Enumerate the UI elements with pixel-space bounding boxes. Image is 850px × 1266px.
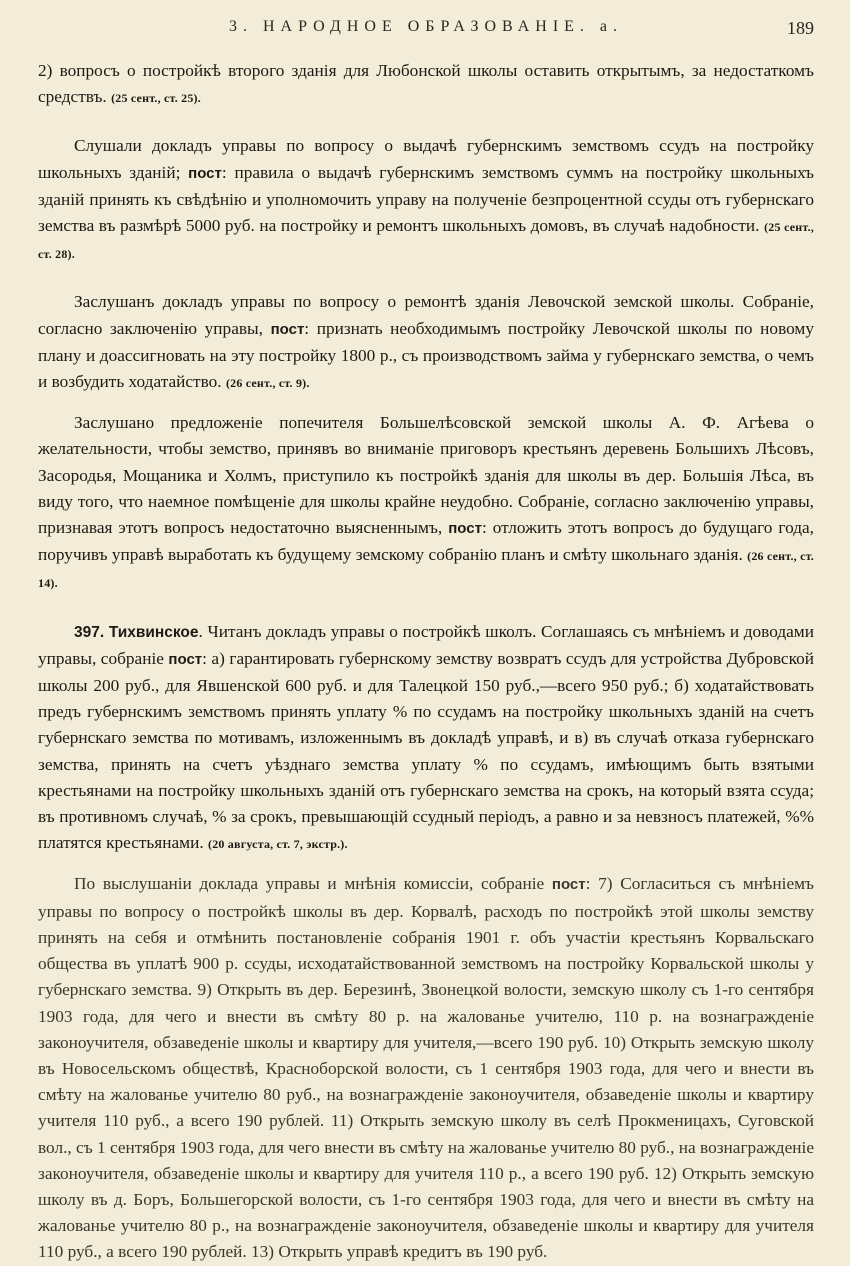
page-header: [38, 18, 814, 40]
citation-ref: (26 сент., ст. 9).: [225, 376, 310, 391]
resolution-keyword: пост: [168, 650, 203, 668]
paragraph-text: Заслушано предложеніе попечителя Большелѣсовской земской школы А. Ф. Агѣева о желательности, чтобы земство, принявъ во вниманіе приговоръ крестьянъ деревень Большихъ Лѣсовъ, Засородья, Мощаника и Холмъ, приступило къ постройкѣ зданія для школы въ дер. Большія Лѣса, въ виду того, что наемное помѣщеніе для школы крайне неудобно. Собраніе, согласно заключенію управы, признавая этотъ вопросъ недостаточно выясненнымъ,: [38, 413, 814, 538]
citation-ref: (25 сент., ст. 25).: [111, 91, 201, 106]
paragraph-6: [38, 871, 814, 1265]
paragraph-text: Слушали докладъ управы по вопросу о выдачѣ губернскимъ земствомъ ссудъ на постройку школьныхъ зданій;: [38, 136, 814, 182]
paragraph-text: Заслушанъ докладъ управы по вопросу о ремонтѣ зданія Левочской земской школы. Собраніе, согласно заключенію управы,: [38, 292, 814, 338]
citation-ref: (26 сент., ст. 14).: [38, 549, 814, 591]
district-name: Тихвинское: [108, 623, 199, 641]
resolution-keyword: пост: [551, 876, 586, 894]
paragraph-text: : 7) Согласиться съ мнѣніемъ управы по вопросу о постройкѣ школы въ дер. Корвалѣ, расходъ по постройкѣ этой школы земству принять на себя и отмѣнить постановленіе собранія 1901 г. объ участіи крестьянъ Корвальскаго общества въ уплатѣ 900 р. ссуды, исходатайствованной земствомъ на постройку Корвальской школы у губернскаго земства. 9) Открыть въ дер. Березинѣ, Звонецкой волости, земскую школу съ 1-го сентября 1903 года, для чего и внести въ смѣту 80 р. на жалованье учителю, 110 р. на вознагражденіе законоучителя, обзаведеніе школы и квартиру для учителя,—всего 190 руб. 10) Открыть земскую школу въ Новосельскомъ обществѣ, Красноборской волости, съ 1 сентября 1903 года, для чего и внести въ смѣту на жалованье учителю 80 руб., на вознагражденіе законоучителя, обзаведеніе школы и квартиру учителя 110 руб., а всего 190 рублей. 11) Открыть земскую школу въ селѣ Прокменицахъ, Суговской вол., съ 1 сентября 1903 года, для чего внести въ смѣту на жалованье учителю 80 руб., на вознагражденіе законоучителя, обзаведеніе школы и квартиру для учителя 110 р., а всего 190 руб. 12) Открыть земскую школу въ д. Боръ, Большегорской волости, съ 1-го сентября 1903 года, для чего и внести въ смѣту на жалованье учителю 80 р., на вознагражденіе законоучителя, обзаведеніе школы и квартиру для учителя 110 руб., а всего 190 рублей. 13) Открыть управѣ кредитъ въ 190 руб.: [38, 874, 814, 1262]
paragraph-text: 2) вопросъ о постройкѣ второго зданія для Любонской школы оставить открытымъ, за недостаткомъ средствъ.: [38, 61, 814, 107]
citation-ref: (25 сент., ст. 28).: [38, 220, 814, 262]
paragraph-2: [38, 133, 814, 267]
paragraph-3: [38, 289, 814, 396]
paragraph-1: [38, 58, 814, 111]
page-number: 189: [787, 18, 814, 38]
running-title: 3. НАРОДНОЕ ОБРАЗОВАНІЕ. а.: [228, 18, 624, 35]
resolution-keyword: пост: [270, 320, 305, 338]
paragraph-5: [38, 619, 814, 858]
citation-ref: (20 августа, ст. 7, экстр.).: [208, 837, 348, 852]
paragraph-text: : отложить этотъ вопросъ до будущаго года, поручивъ управѣ выработать къ будущему земскому собранію планъ и смѣту школьнаго зданія.: [38, 518, 814, 565]
paragraph-4: [38, 410, 814, 596]
paragraph-text: : признать необходимымъ постройку Левочской школы по новому плану и доассигновать на эту постройку 1800 р., съ производствомъ займа у губернскаго земства, о чемъ и возбудить ходатайство.: [38, 318, 814, 392]
paragraph-text: : а) гарантировать губернскому земству возвратъ ссудъ для устройства Дубровской школы 200 руб., для Явшенской 600 руб. и для Талецкой 150 руб.,—всего 950 руб.; б) ходатайствовать предъ губернскимъ земствомъ принять уплату % по ссудамъ на постройку школьныхъ зданій на счетъ губернскаго земства по мотивамъ, изложеннымъ въ докладѣ управѣ, и в) въ случаѣ отказа губернскаго земства, принять на счетъ уѣзднаго земства уплату % по ссудамъ, имѣющимъ быть взятыми крестьянами на постройку школьныхъ зданій отъ губернскаго земства на срокъ, на который взята ссуда; въ противномъ случаѣ, % за срокъ, превышающій ссудный періодъ, а равно и за невзносъ платежей, %% платятся крестьянами.: [38, 648, 814, 853]
entry-number: 397.: [74, 623, 105, 641]
resolution-keyword: пост: [448, 520, 482, 538]
paragraph-text: . Читанъ докладъ управы о постройкѣ школъ. Соглашаясь съ мнѣніемъ и доводами управы, собраніе: [38, 621, 814, 668]
resolution-keyword: пост: [188, 164, 222, 182]
paragraph-text: По выслушаніи доклада управы и мнѣнія комиссіи, собраніе: [74, 874, 545, 894]
paragraph-text: : правила о выдачѣ губернскимъ земствомъ суммъ на постройку школьныхъ зданій принять къ свѣдѣнію и уполномочить управу на полученіе безпроцентной ссуды отъ губернскаго земства въ размѣрѣ 5000 руб. на постройку и ремонтъ школьныхъ домовъ, въ случаѣ надобности.: [38, 162, 814, 236]
